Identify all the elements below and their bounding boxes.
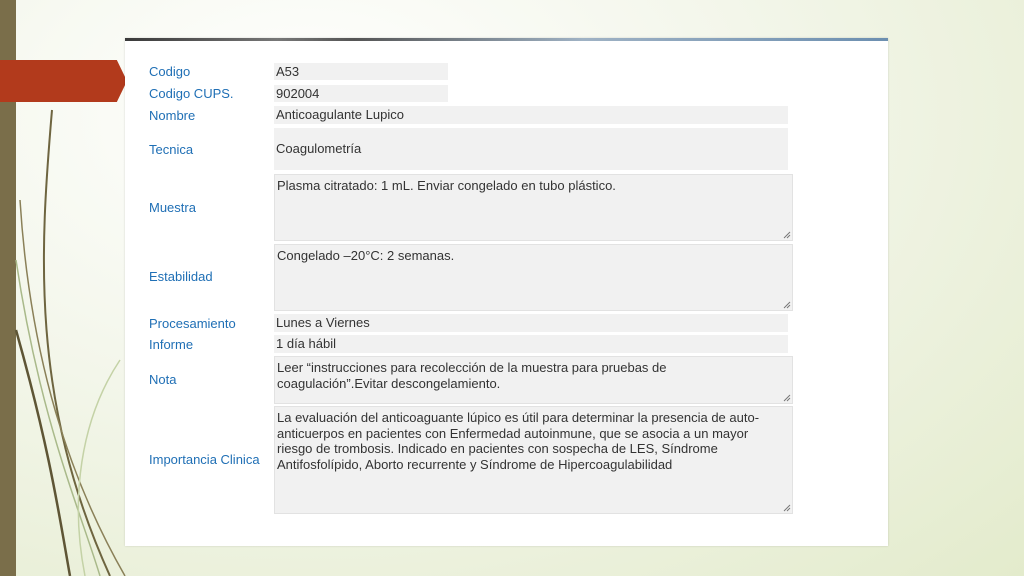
nombre-label: Nombre [149, 108, 196, 123]
nombre-field[interactable]: Anticoagulante Lupico [274, 106, 788, 124]
informe-field[interactable]: 1 día hábil [274, 335, 788, 353]
estabilidad-label: Estabilidad [149, 269, 213, 284]
nota-text: Leer “instrucciones para recolección de la muestra para pruebas de coagulación”.Evitar descongelamiento. [277, 360, 667, 391]
resize-grip-icon[interactable] [783, 504, 791, 512]
nota-textarea[interactable] [274, 356, 793, 404]
importancia-clinica-text: La evaluación del anticoaguante lúpico es útil para determinar la presencia de auto-anticuerpos en pacientes con Enfermedad autoinmune, que se asocia a un mayor riesgo de trombosis. Indicado en pacientes con sospecha de LES, Síndrome Antifosfolípido, Aborto recurrente y Síndrome de Hipercoagulabilidad [277, 410, 760, 472]
informe-label: Informe [149, 337, 194, 352]
form-card [125, 38, 888, 546]
codigo-label: Codigo [149, 64, 191, 79]
procesamiento-label: Procesamiento [149, 316, 236, 331]
codigo-field[interactable]: A53 [274, 63, 448, 80]
resize-grip-icon[interactable] [783, 231, 791, 239]
codigo-cups-label: Codigo CUPS. [149, 86, 234, 101]
muestra-text: Plasma citratado: 1 mL. Enviar congelado en tubo plástico. [277, 178, 616, 193]
resize-grip-icon[interactable] [783, 301, 791, 309]
tecnica-field[interactable]: Coagulometría [274, 128, 788, 170]
card-top-strip [125, 38, 888, 41]
nota-label: Nota [149, 372, 177, 387]
red-arrow-decoration [0, 60, 127, 102]
codigo-cups-field[interactable]: 902004 [274, 85, 448, 102]
tecnica-label: Tecnica [149, 142, 194, 157]
muestra-label: Muestra [149, 200, 196, 215]
importancia-clinica-textarea[interactable] [274, 406, 793, 514]
importancia-clinica-label: Importancia Clinica [149, 452, 260, 467]
muestra-textarea[interactable] [274, 174, 793, 241]
procesamiento-field[interactable]: Lunes a Viernes [274, 314, 788, 332]
estabilidad-textarea[interactable] [274, 244, 793, 311]
resize-grip-icon[interactable] [783, 394, 791, 402]
estabilidad-text: Congelado –20°C: 2 semanas. [277, 248, 455, 263]
